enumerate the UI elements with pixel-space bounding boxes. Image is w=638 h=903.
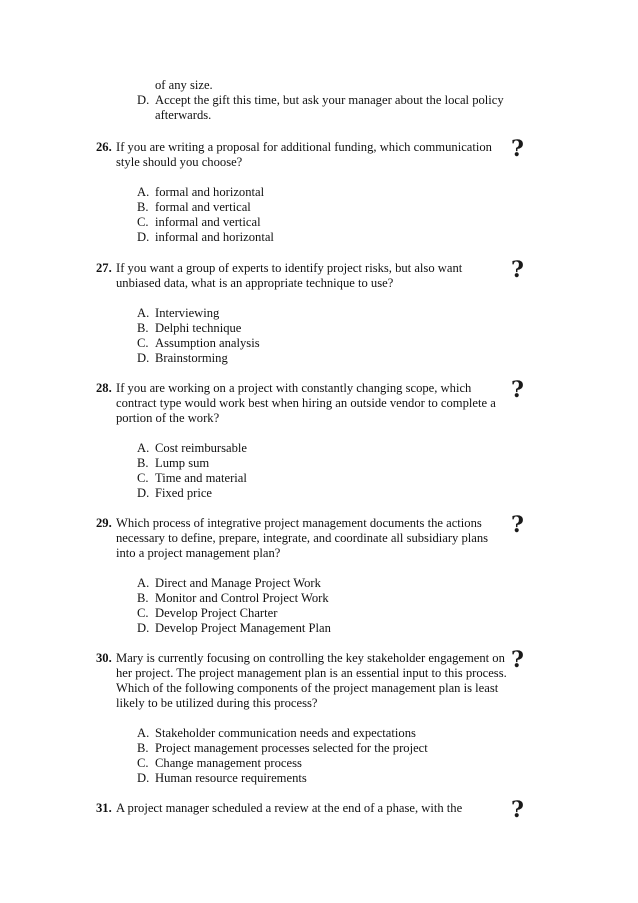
option-text: Change management process (155, 756, 302, 770)
continued-question-options (137, 78, 517, 123)
question-29 (96, 516, 510, 636)
answer-option-b (137, 741, 510, 756)
answer-option-a (137, 185, 510, 200)
answer-option-a (137, 441, 510, 456)
question-number: 30. (96, 651, 112, 665)
option-text: Lump sum (155, 456, 210, 470)
option-letter: A. (137, 306, 150, 320)
option-text: informal and vertical (155, 215, 261, 229)
question-number: 26. (96, 140, 112, 154)
option-text: informal and horizontal (155, 230, 274, 244)
question-31 (96, 801, 510, 816)
answer-options (96, 441, 510, 501)
answer-option-c (137, 215, 510, 230)
question-text: If you are working on a project with constantly changing scope, which contract type would work best when hiring an outside vendor to complete a portion of the work? (116, 381, 496, 425)
question-text: A project manager scheduled a review at the end of a phase, with the (116, 801, 463, 815)
option-letter: B. (137, 591, 149, 605)
question-number: 27. (96, 261, 112, 275)
answer-option-d (137, 486, 510, 501)
question-30 (96, 651, 510, 786)
option-letter: B. (137, 456, 149, 470)
answer-option-d (137, 230, 510, 245)
question-27 (96, 261, 510, 366)
option-letter: A. (137, 185, 150, 199)
option-text: Develop Project Management Plan (155, 621, 331, 635)
option-letter: C. (137, 756, 149, 770)
option-text: Stakeholder communication needs and expectations (155, 726, 416, 740)
answer-option-a (137, 306, 510, 321)
option-letter: B. (137, 321, 149, 335)
option-text: Brainstorming (155, 351, 228, 365)
answer-option-c (137, 336, 510, 351)
option-letter: C. (137, 471, 149, 485)
option-letter: B. (137, 741, 149, 755)
option-letter: B. (137, 200, 149, 214)
question-mark-icon[interactable]: ? (511, 377, 524, 403)
option-text: Human resource requirements (155, 771, 307, 785)
option-text: Assumption analysis (155, 336, 260, 350)
option-letter: D. (137, 771, 150, 785)
option-letter: C. (137, 606, 149, 620)
question-stem (96, 801, 510, 816)
answer-option-a (137, 576, 510, 591)
answer-option-b (137, 321, 510, 336)
question-26 (96, 140, 510, 245)
question-stem (96, 261, 510, 291)
question-text: If you want a group of experts to identify project risks, but also want unbiased data, what is an appropriate technique to use? (116, 261, 463, 290)
option-letter: C. (137, 215, 149, 229)
question-number: 28. (96, 381, 112, 395)
option-text: Accept the gift this time, but ask your manager about the local policy afterwards. (155, 93, 504, 122)
option-letter: A. (137, 576, 150, 590)
question-stem (96, 516, 510, 561)
question-number: 29. (96, 516, 112, 530)
option-text: Cost reimbursable (155, 441, 247, 455)
continued-option-d (137, 93, 517, 123)
question-stem (96, 140, 510, 170)
answer-option-b (137, 591, 510, 606)
option-text: of any size. (155, 78, 213, 92)
option-text: formal and horizontal (155, 185, 265, 199)
option-text: Interviewing (155, 306, 220, 320)
question-mark-icon[interactable]: ? (511, 797, 524, 823)
answer-options (96, 185, 510, 245)
question-mark-icon[interactable]: ? (511, 512, 524, 538)
answer-option-d (137, 621, 510, 636)
answer-options (96, 576, 510, 636)
answer-option-b (137, 200, 510, 215)
option-text: Project management processes selected for the project (155, 741, 428, 755)
option-letter: D. (137, 486, 150, 500)
answer-options (96, 306, 510, 366)
answer-option-d (137, 771, 510, 786)
option-letter: C. (137, 336, 149, 350)
answer-option-d (137, 351, 510, 366)
option-text: Delphi technique (155, 321, 242, 335)
question-text: Mary is currently focusing on controlling the key stakeholder engagement on her project. The project management plan is an essential input to this process. Which of the following components of the project management plan is least likely to be utilized during this process? (116, 651, 507, 710)
answer-option-c (137, 606, 510, 621)
question-stem (96, 651, 510, 711)
question-text: Which process of integrative project management documents the actions necessary to define, prepare, integrate, and coordinate all subsidiary plans into a project management plan? (116, 516, 489, 560)
answer-option-c (137, 756, 510, 771)
question-mark-icon[interactable]: ? (511, 257, 524, 283)
option-text: Monitor and Control Project Work (155, 591, 329, 605)
option-text: Develop Project Charter (155, 606, 278, 620)
question-number: 31. (96, 801, 112, 815)
option-text: Direct and Manage Project Work (155, 576, 321, 590)
option-text: Time and material (155, 471, 247, 485)
question-mark-icon[interactable]: ? (511, 647, 524, 673)
option-text: formal and vertical (155, 200, 251, 214)
question-text: If you are writing a proposal for additional funding, which communication style should you choose? (116, 140, 492, 169)
question-stem (96, 381, 510, 426)
option-letter: D. (137, 621, 150, 635)
continued-option-c-tail (137, 78, 517, 93)
answer-option-c (137, 471, 510, 486)
answer-options (96, 726, 510, 786)
option-letter: A. (137, 726, 150, 740)
option-letter: D. (137, 230, 150, 244)
answer-option-a (137, 726, 510, 741)
option-text: Fixed price (155, 486, 213, 500)
answer-option-b (137, 456, 510, 471)
question-mark-icon[interactable]: ? (511, 136, 524, 162)
option-letter: A. (137, 441, 150, 455)
question-28 (96, 381, 510, 501)
option-letter: D. (137, 351, 150, 365)
option-letter: D. (137, 93, 150, 107)
